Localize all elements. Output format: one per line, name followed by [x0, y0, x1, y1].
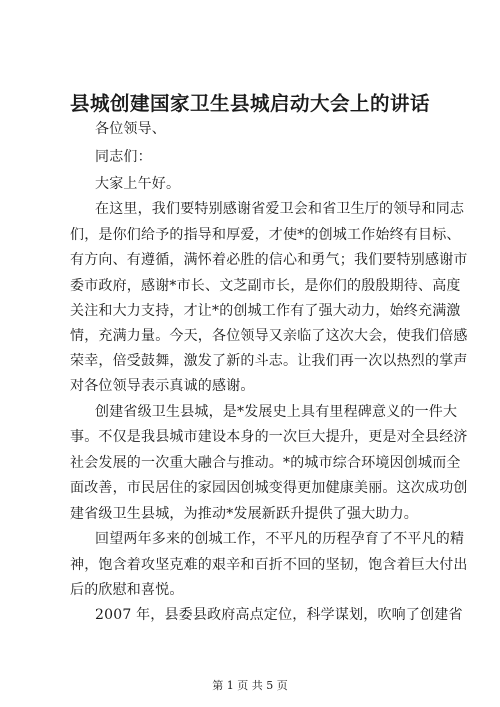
- document-title: 县城创建国家卫生县城启动大会上的讲话: [69, 92, 430, 115]
- paragraph-line: 后的欣慰和喜悦。: [70, 582, 184, 598]
- paragraph-line: 委市政府，感谢*市长、文芝副市长，是你们的殷殷期待、高度: [70, 278, 461, 294]
- paragraph-line: 们，是你们给予的指导和厚爱，才使*的创城工作始终有目标、: [70, 227, 461, 243]
- paragraph-line: 创建省级卫生县城，是*发展史上具有里程碑意义的一件大: [95, 404, 458, 420]
- paragraph-line: 面改善，市民居住的家园因创城变得更加健康美丽。这次成功创: [70, 480, 468, 496]
- salutation-line: 各位领导、: [95, 121, 166, 137]
- paragraph-line: 社会发展的一次重大融合与推动。*的城市综合环境因创城而全: [70, 455, 461, 471]
- paragraph-line: 荣幸，倍受鼓舞，激发了新的斗志。让我们再一次以热烈的掌声: [70, 353, 468, 369]
- paragraph-line: 建省级卫生县城，为推动*发展新跃升提供了强大助力。: [70, 506, 418, 522]
- paragraph-line: 在这里，我们要特别感谢省爱卫会和省卫生厅的领导和同志: [95, 201, 465, 217]
- greeting-line: 大家上午好。: [95, 176, 181, 192]
- paragraph-line: 回望两年多来的创城工作，不平凡的历程孕育了不平凡的精: [95, 531, 465, 547]
- paragraph-line: 事。不仅是我县城市建设本身的一次巨大提升，更是对全县经济: [70, 429, 468, 445]
- paragraph-line: 对各位领导表示真诚的感谢。: [70, 378, 255, 394]
- salutation-line: 同志们：: [95, 149, 152, 165]
- paragraph-line: 有方向、有遵循，满怀着必胜的信心和勇气；我们要特别感谢市: [70, 252, 468, 268]
- paragraph-line: 情，充满力量。今天，各位领导又亲临了这次大会，使我们倍感: [70, 328, 468, 344]
- page-number-footer: 第 1 页 共 5 页: [212, 679, 288, 692]
- paragraph-line: 关注和大力支持，才让*的创城工作有了强大动力，始终充满激: [70, 303, 461, 319]
- paragraph-line: 神，饱含着攻坚克难的艰辛和百折不回的坚韧，饱含着巨大付出: [70, 557, 468, 573]
- paragraph-line: 2007 年，县委县政府高点定位，科学谋划，吹响了创建省: [95, 607, 463, 623]
